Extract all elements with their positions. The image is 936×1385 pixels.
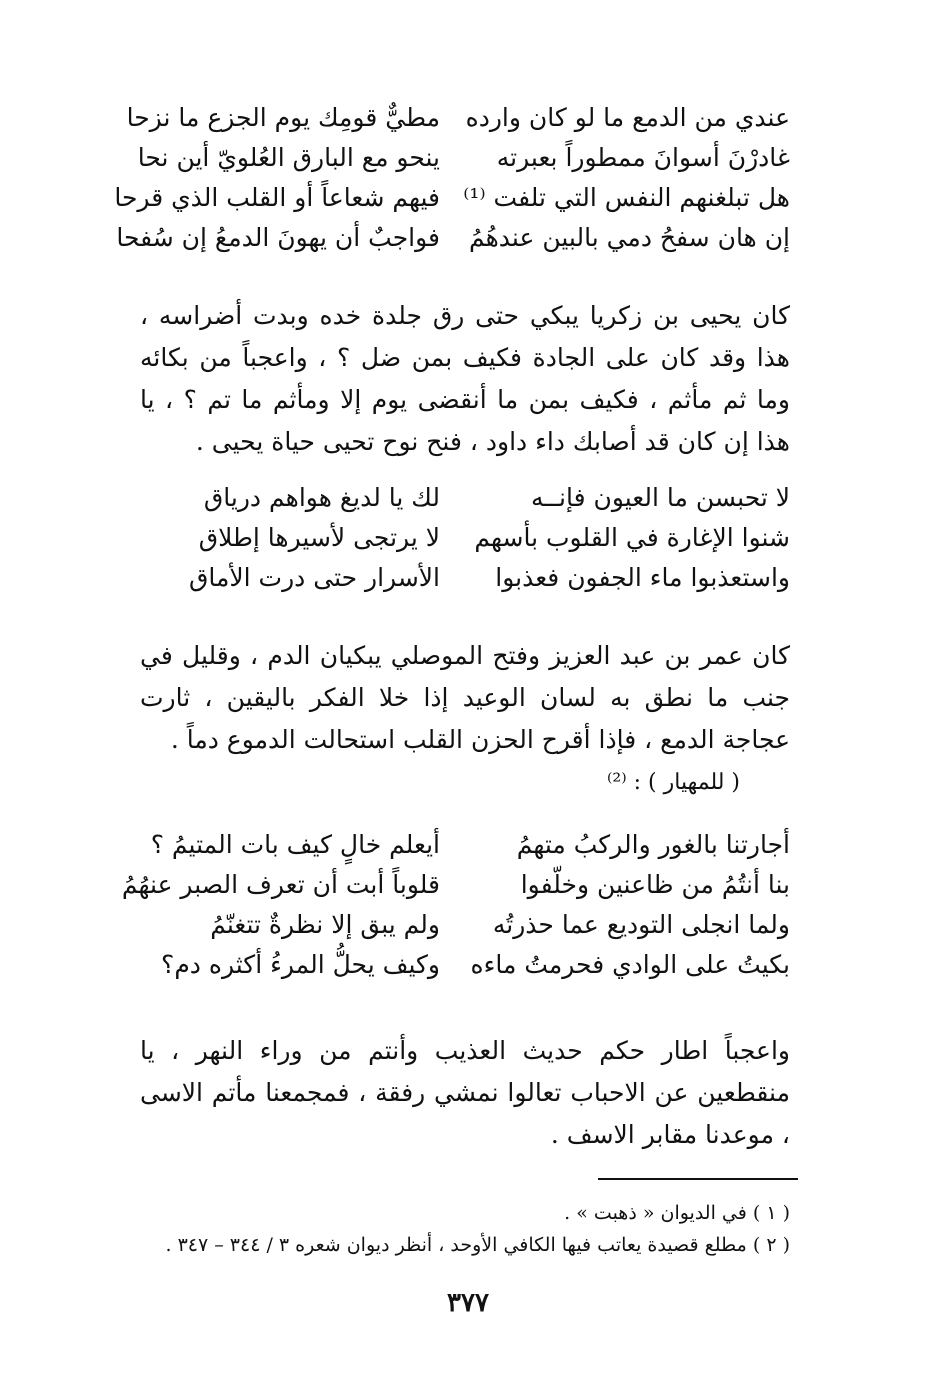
- first-hemistich: بكيتُ على الوادي فحرمتُ ماءه: [470, 950, 790, 979]
- second-hemistich: أيعلم خالٍ كيف بات المتيمُ ؟: [150, 830, 440, 859]
- poem-2: [140, 478, 790, 598]
- paragraph-text: كان عمر بن عبد العزيز وفتح الموصلي يبكيان الدم ، وقليل في جنب ما نطق به لسان الوعيد إذا خلا الفكر باليقين ، ثارت عجاجة الدمع ، فإذا أقرح الحزن القلب استحالت الدموع دماً .: [140, 641, 790, 754]
- verse-line: [116, 218, 790, 258]
- verse-line: [140, 478, 790, 518]
- first-hemistich: شنوا الإغارة في القلوب بأسهم: [474, 523, 790, 552]
- first-hemistich: أجارتنا بالغور والركبُ متهمُ: [516, 830, 790, 859]
- first-hemistich: بنا أنتُمُ من ظاعنين وخلّفوا: [520, 870, 790, 899]
- second-hemistich: قلوباً أبت أن تعرف الصبر عنهُمُ: [121, 870, 440, 899]
- first-hemistich: إن هان سفحُ دمي بالبين عندهُمُ: [468, 223, 790, 252]
- poem-1: [114, 98, 790, 258]
- second-hemistich: الأسرار حتى درت الأماق: [189, 563, 440, 592]
- second-hemistich: لك يا لديغ هواهم درياق: [203, 483, 440, 512]
- page-number: ٣٧٧: [447, 1288, 489, 1318]
- second-hemistich: لا يرتجى لأسيرها إطلاق: [198, 523, 440, 552]
- verse-line: [140, 825, 790, 865]
- first-hemistich: عندي من الدمع ما لو كان وارده: [465, 103, 790, 132]
- verse-line: [126, 98, 790, 138]
- paragraph-umar: [140, 635, 790, 761]
- footnotes: [140, 1197, 790, 1261]
- paragraph-yahya: [140, 295, 790, 463]
- first-hemistich: ولما انجلى التوديع عما حذرتُه: [492, 910, 790, 939]
- second-hemistich: مطيٌّ قومِك يوم الجزع ما نزحا: [126, 103, 440, 132]
- second-hemistich: ولم يبق إلا نظرةٌ تتغنّمُ: [210, 910, 440, 939]
- poem-3: [121, 825, 790, 985]
- second-hemistich: فواجبٌ أن يهونَ الدمعُ إن سُفحا: [116, 223, 440, 252]
- footnote-2: ( ٢ ) مطلع قصيدة يعاتب فيها الكافي الأوحد ، أنظر ديوان شعره ٣ / ٣٤٤ – ٣٤٧ .: [165, 1234, 790, 1256]
- first-hemistich: واستعذبوا ماء الجفون فعذبوا: [495, 563, 790, 592]
- paragraph-text: واعجباً اطار حكم حديث العذيب وأنتم من وراء النهر ، يا منقطعين عن الاحباب تعالوا نمشي رفقة ، فمجمعنا مأتم الاسى ، موعدنا مقابر الاسف .: [140, 1036, 790, 1149]
- second-hemistich: وكيف يحلُّ المرءُ أكثره دم؟: [161, 950, 440, 979]
- paragraph-wa-ajaban: [140, 1030, 790, 1156]
- verse-line: [140, 945, 790, 985]
- second-hemistich: فيهم شعاعاً أو القلب الذي قرحا: [114, 183, 440, 212]
- verse-line: [140, 558, 790, 598]
- verse-line: [137, 138, 790, 178]
- second-hemistich: ينحو مع البارق العُلويّ أين نحا: [137, 143, 440, 172]
- verse-line: [140, 905, 790, 945]
- first-hemistich: لا تحبسن ما العيون فإنــه: [530, 483, 790, 512]
- verse-line: [121, 865, 790, 905]
- footnote-1: ( ١ ) في الديوان « ذهبت » .: [564, 1202, 790, 1224]
- footnote-rule: [598, 1178, 798, 1180]
- verse-line: [114, 178, 790, 218]
- verse-line: [140, 518, 790, 558]
- poet-attribution: ( للمهيار ) : ⁽²⁾: [607, 770, 740, 795]
- first-hemistich: هل تبلغنهم النفس التي تلفت ⁽¹⁾: [463, 183, 790, 212]
- paragraph-text: كان يحيى بن زكريا يبكي حتى رق جلدة خده وبدت أضراسه ، هذا وقد كان على الجادة فكيف بمن ضل ؟ ، واعجباً من بكائه وما ثم مأثم ، فكيف بمن ما أنقضى يوم إلا ومأثم ما تم ؟ ، يا هذا إن كان قد أصابك داء داود ، فنح نوح تحيى حياة يحيى .: [140, 301, 790, 456]
- first-hemistich: غادرْنَ أسوانَ ممطوراً بعبرته: [496, 143, 790, 172]
